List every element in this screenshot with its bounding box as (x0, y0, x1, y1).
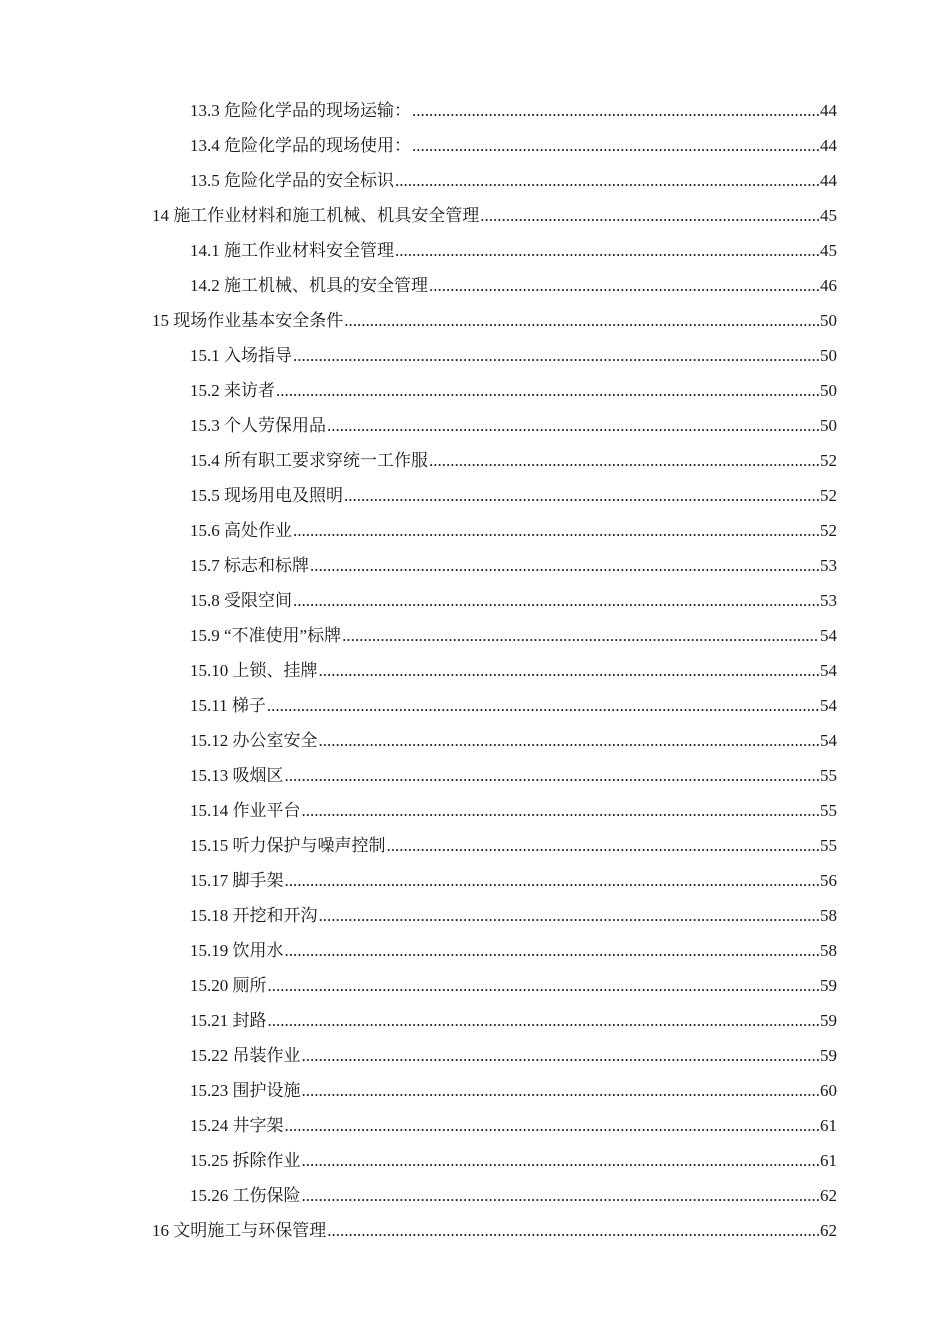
toc-entry-page-number: 50 (820, 381, 837, 400)
toc-entry[interactable] (190, 1038, 837, 1073)
toc-entry-page-number: 59 (820, 1011, 837, 1030)
toc-entry[interactable] (190, 548, 837, 583)
toc-entry-page-number: 46 (820, 276, 837, 295)
dot-leader (327, 408, 819, 443)
toc-entry[interactable] (152, 303, 837, 338)
toc-entry-title: 15.26 工伤保险 (190, 1186, 301, 1205)
toc-entry-page-number: 52 (820, 486, 837, 505)
toc-entry-title: 15.25 拆除作业 (190, 1151, 301, 1170)
toc-entry-title: 15.19 饮用水 (190, 941, 284, 960)
toc-entry[interactable] (190, 1003, 837, 1038)
toc-entry-title: 15.5 现场用电及照明 (190, 486, 343, 505)
toc-entry[interactable] (190, 688, 837, 723)
toc-entry[interactable] (190, 793, 837, 828)
toc-entry[interactable] (190, 373, 837, 408)
dot-leader (412, 128, 819, 163)
toc-entry[interactable] (190, 723, 837, 758)
dot-leader (293, 583, 819, 618)
toc-entry-title: 15.13 吸烟区 (190, 766, 284, 785)
toc-entry-title: 15.23 围护设施 (190, 1081, 301, 1100)
toc-entry[interactable] (190, 443, 837, 478)
toc-entry-page-number: 56 (820, 871, 837, 890)
toc-entry[interactable] (190, 268, 837, 303)
toc-entry-title: 15.1 入场指导 (190, 346, 292, 365)
dot-leader (429, 268, 819, 303)
toc-entry-title: 15.7 标志和标牌 (190, 556, 309, 575)
toc-entry[interactable] (190, 828, 837, 863)
dot-leader (293, 338, 819, 373)
toc-entry-page-number: 50 (820, 346, 837, 365)
toc-entry[interactable] (190, 618, 837, 653)
toc-entry[interactable] (190, 408, 837, 443)
dot-leader (276, 373, 819, 408)
toc-entry-page-number: 59 (820, 976, 837, 995)
toc-entry-title: 15 现场作业基本安全条件 (152, 311, 344, 330)
toc-entry-page-number: 52 (820, 451, 837, 470)
toc-entry-title: 15.20 厕所 (190, 976, 267, 995)
toc-entry-page-number: 53 (820, 556, 837, 575)
toc-entry[interactable] (190, 863, 837, 898)
toc-entry-page-number: 55 (820, 836, 837, 855)
toc-entry[interactable] (190, 898, 837, 933)
dot-leader (293, 513, 819, 548)
toc-entry-title: 15.18 开挖和开沟 (190, 906, 318, 925)
toc-entry[interactable] (190, 93, 837, 128)
toc-entry-title: 16 文明施工与环保管理 (152, 1221, 327, 1240)
toc-entry[interactable] (190, 1143, 837, 1178)
dot-leader (268, 1003, 820, 1038)
toc-entry-title: 15.21 封路 (190, 1011, 267, 1030)
toc-entry[interactable] (190, 338, 837, 373)
dot-leader (387, 828, 820, 863)
dot-leader (395, 163, 819, 198)
dot-leader (429, 443, 819, 478)
toc-entry-page-number: 58 (820, 906, 837, 925)
dot-leader (342, 618, 819, 653)
dot-leader (302, 1073, 820, 1108)
table-of-contents (0, 93, 950, 1248)
toc-entry-page-number: 54 (820, 661, 837, 680)
toc-entry-page-number: 45 (820, 206, 837, 225)
dot-leader (268, 968, 820, 1003)
toc-entry-page-number: 45 (820, 241, 837, 260)
toc-entry-title: 15.9 “不准使用”标牌 (190, 626, 342, 645)
toc-entry-page-number: 53 (820, 591, 837, 610)
dot-leader (319, 723, 820, 758)
toc-entry-page-number: 44 (820, 101, 837, 120)
dot-leader (344, 478, 819, 513)
dot-leader (327, 1213, 819, 1248)
toc-entry-page-number: 50 (820, 416, 837, 435)
toc-entry-title: 15.4 所有职工要求穿统一工作服 (190, 451, 428, 470)
toc-entry-title: 15.11 梯子 (190, 696, 266, 715)
toc-entry-title: 15.2 来访者 (190, 381, 275, 400)
toc-entry-title: 14.1 施工作业材料安全管理 (190, 241, 394, 260)
toc-entry-title: 15.15 听力保护与噪声控制 (190, 836, 386, 855)
dot-leader (302, 793, 820, 828)
toc-entry-title: 13.5 危险化学品的安全标识 (190, 171, 394, 190)
toc-entry[interactable] (190, 128, 837, 163)
toc-entry-page-number: 58 (820, 941, 837, 960)
toc-entry-title: 15.12 办公室安全 (190, 731, 318, 750)
toc-entry-page-number: 62 (820, 1186, 837, 1205)
toc-entry-page-number: 59 (820, 1046, 837, 1065)
toc-entry[interactable] (190, 583, 837, 618)
toc-entry[interactable] (190, 1073, 837, 1108)
dot-leader (267, 688, 819, 723)
toc-entry-title: 14.2 施工机械、机具的安全管理 (190, 276, 428, 295)
toc-entry-title: 13.4 危险化学品的现场使用： (190, 136, 411, 155)
toc-entry[interactable] (152, 1213, 837, 1248)
dot-leader (285, 933, 820, 968)
toc-entry-title: 15.17 脚手架 (190, 871, 284, 890)
dot-leader (302, 1038, 820, 1073)
dot-leader (344, 303, 819, 338)
toc-entry-page-number: 61 (820, 1151, 837, 1170)
dot-leader (310, 548, 819, 583)
toc-entry[interactable] (190, 758, 837, 793)
toc-entry-title: 15.14 作业平台 (190, 801, 301, 820)
dot-leader (395, 233, 819, 268)
toc-entry-page-number: 54 (820, 731, 837, 750)
toc-entry-page-number: 61 (820, 1116, 837, 1135)
dot-leader (285, 758, 820, 793)
dot-leader (412, 93, 819, 128)
toc-entry[interactable] (190, 513, 837, 548)
toc-entry-title: 14 施工作业材料和施工机械、机具安全管理 (152, 206, 480, 225)
toc-entry-title: 15.24 井字架 (190, 1116, 284, 1135)
toc-entry-title: 15.3 个人劳保用品 (190, 416, 326, 435)
toc-entry[interactable] (190, 968, 837, 1003)
toc-entry-page-number: 44 (820, 136, 837, 155)
dot-leader (302, 1178, 820, 1213)
dot-leader (302, 1143, 820, 1178)
toc-entry-page-number: 50 (820, 311, 837, 330)
dot-leader (480, 198, 819, 233)
toc-entry-title: 15.8 受限空间 (190, 591, 292, 610)
toc-entry-page-number: 44 (820, 171, 837, 190)
dot-leader (285, 863, 820, 898)
toc-entry[interactable] (152, 198, 837, 233)
toc-entry[interactable] (190, 653, 837, 688)
toc-entry-title: 15.10 上锁、挂牌 (190, 661, 318, 680)
toc-entry-page-number: 54 (820, 696, 837, 715)
toc-entry-page-number: 55 (820, 766, 837, 785)
toc-entry-title: 13.3 危险化学品的现场运输： (190, 101, 411, 120)
toc-entry-page-number: 54 (820, 626, 837, 645)
toc-entry-page-number: 52 (820, 521, 837, 540)
toc-entry[interactable] (190, 233, 837, 268)
toc-entry[interactable] (190, 1178, 837, 1213)
toc-entry-title: 15.6 高处作业 (190, 521, 292, 540)
toc-entry-page-number: 62 (820, 1221, 837, 1240)
toc-entry[interactable] (190, 478, 837, 513)
dot-leader (319, 898, 820, 933)
toc-entry[interactable] (190, 933, 837, 968)
toc-entry-title: 15.22 吊装作业 (190, 1046, 301, 1065)
toc-entry[interactable] (190, 163, 837, 198)
toc-entry-page-number: 55 (820, 801, 837, 820)
dot-leader (285, 1108, 820, 1143)
toc-entry[interactable] (190, 1108, 837, 1143)
dot-leader (319, 653, 820, 688)
toc-entry-page-number: 60 (820, 1081, 837, 1100)
